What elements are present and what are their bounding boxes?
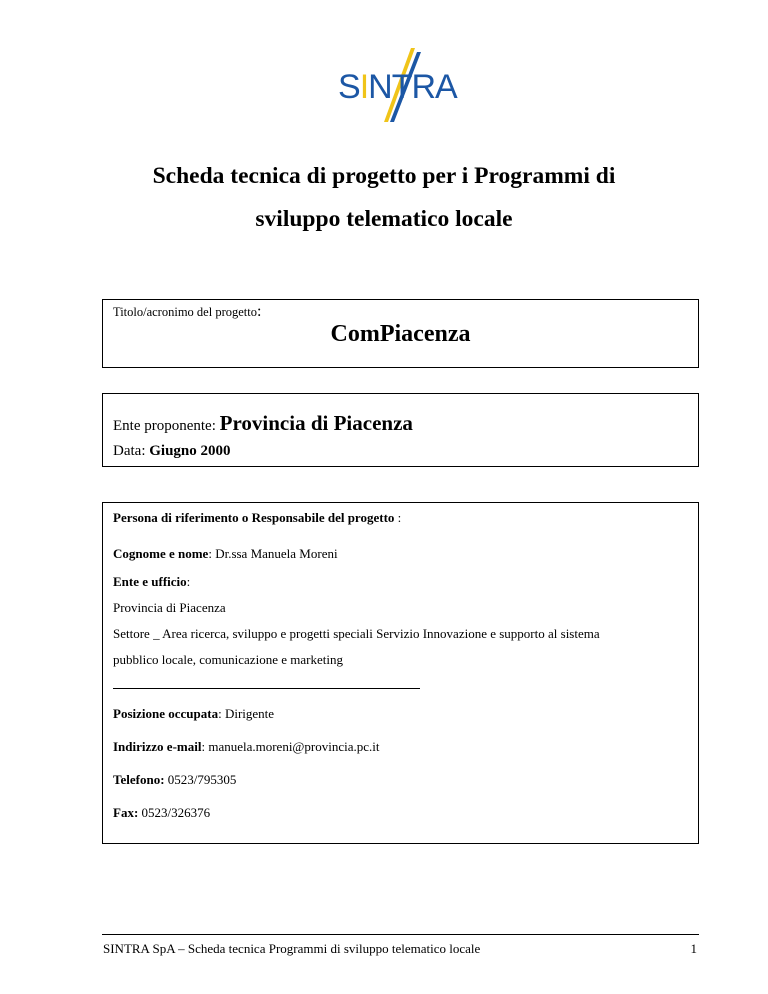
ente-proponente-row (113, 411, 413, 436)
ente-name: Provincia di Piacenza (219, 411, 413, 435)
sintra-logo (338, 48, 468, 124)
project-title-box (102, 299, 699, 368)
email-row: Indirizzo e-mail: manuela.moreni@provincia.pc.it (113, 739, 380, 754)
page-title-line-1: Scheda tecnica di progetto per i Programmi di (152, 163, 616, 189)
responsabile-box (102, 502, 699, 844)
ente-box (102, 393, 699, 467)
office-line-3: pubblico locale, comunicazione e marketing (113, 652, 343, 667)
project-name: ComPiacenza (330, 321, 471, 347)
office-label-row: Ente e ufficio: (113, 574, 191, 589)
date-value: Giugno 2000 (149, 443, 231, 459)
phone-row: Telefono: 0523/795305 (113, 772, 237, 787)
logo-text: SINTRA (338, 68, 457, 106)
office-line-2: Settore _ Area ricerca, sviluppo e progetti speciali Servizio Innovazione e supporto al sistema (113, 626, 600, 641)
responsabile-heading: Persona di riferimento o Responsabile del progetto : (113, 510, 402, 525)
footer-text: SINTRA SpA – Scheda tecnica Programmi di sviluppo telematico locale (103, 941, 481, 956)
separator-line (113, 688, 420, 689)
page-number: 1 (690, 941, 697, 956)
ente-label: Ente proponente: (113, 418, 216, 434)
fax-row: Fax: 0523/326376 (113, 805, 211, 820)
page-title-line-2: sviluppo telematico locale (255, 206, 513, 232)
position-row: Posizione occupata: Dirigente (113, 706, 275, 721)
date-row (113, 443, 231, 460)
footer-rule (102, 934, 699, 935)
project-title-label: Titolo/acronimo del progetto: (113, 303, 262, 320)
name-row: Cognome e nome: Dr.ssa Manuela Moreni (113, 546, 338, 561)
office-line-1: Provincia di Piacenza (113, 600, 226, 615)
date-label: Data: (113, 443, 146, 459)
